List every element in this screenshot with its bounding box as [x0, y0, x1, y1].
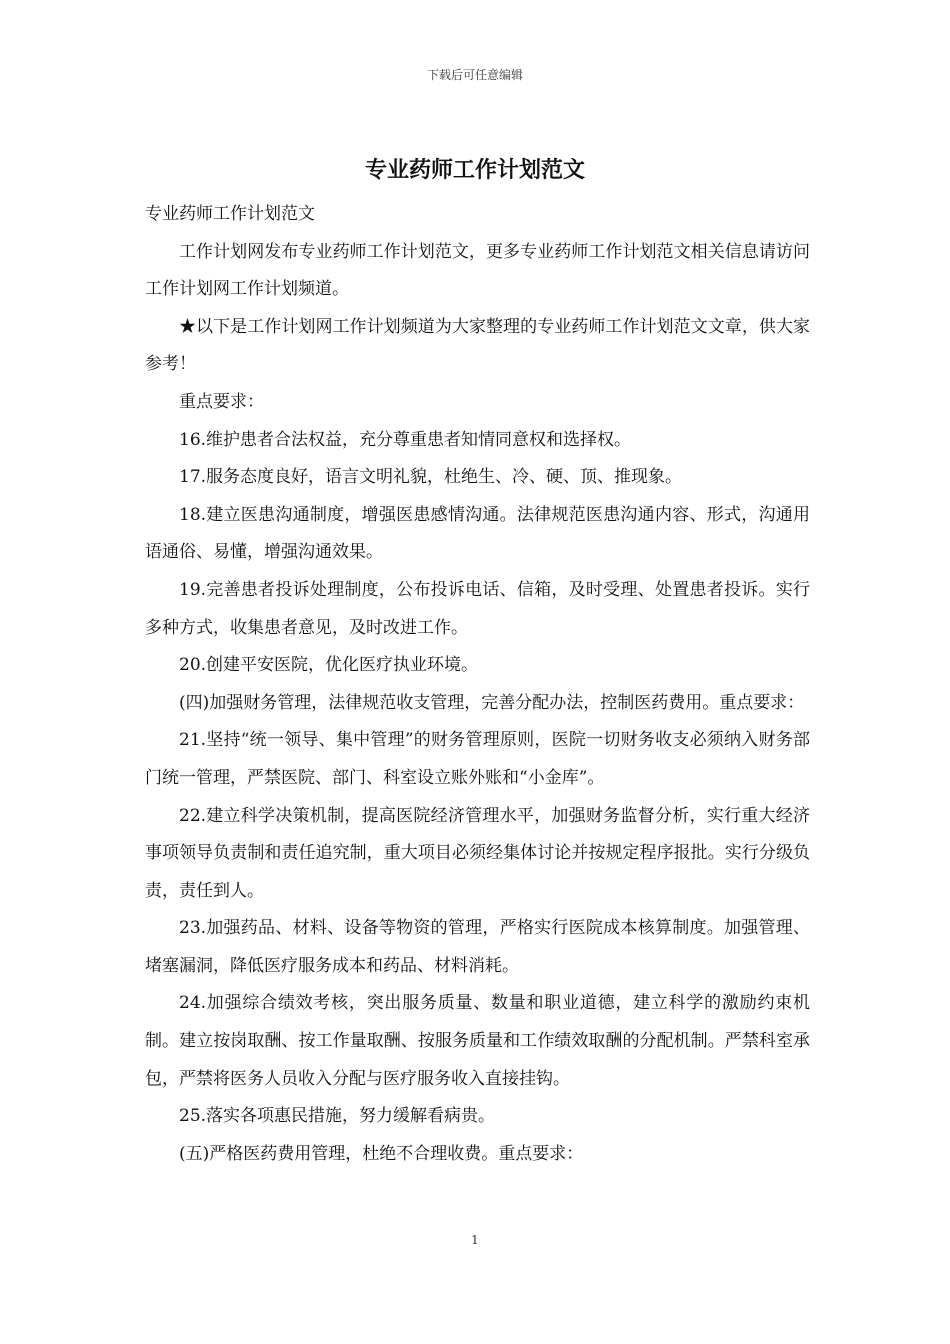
paragraph: 21.坚持“统一领导、集中管理”的财务管理原则，医院一切财务收支必须纳入财务部门统一管理，严禁医院、部门、科室设立账外账和“小金库”。 [145, 730, 810, 788]
paragraph: 22.建立科学决策机制，提高医院经济管理水平，加强财务监督分析，实行重大经济事项领导负责制和责任追究制，重大项目必须经集体讨论并按规定程序报批。实行分级负责，责任到人。 [145, 805, 810, 901]
paragraph: 23.加强药品、材料、设备等物资的管理，严格实行医院成本核算制度。加强管理、堵塞漏洞，降低医疗服务成本和药品、材料消耗。 [145, 918, 810, 976]
paragraph: 专业药师工作计划范文 [145, 204, 315, 224]
header-note: 下载后可任意编辑 [426, 68, 523, 82]
paragraph: 20.创建平安医院，优化医疗执业环境。 [179, 655, 479, 676]
paragraph: 19.完善患者投诉处理制度，公布投诉电话、信箱，及时受理、处置患者投诉。实行多种方式，收集患者意见，及时改进工作。 [145, 579, 810, 638]
paragraph: 24.加强综合绩效考核，突出服务质量、数量和职业道德，建立科学的激励约束机制。建立按岗取酬、按工作量取酬、按服务质量和工作绩效取酬的分配机制。严禁科室承包，严禁将医务人员收入分配与医疗服务收入直接挂钩。 [145, 993, 810, 1089]
paragraph: 重点要求： [179, 391, 264, 412]
paragraph: 17.服务态度良好，语言文明礼貌，杜绝生、冷、硬、顶、推现象。 [179, 467, 683, 488]
paragraph: 工作计划网发布专业药师工作计划范文，更多专业药师工作计划范文相关信息请访问工作计划网工作计划频道。 [145, 241, 810, 300]
paragraph: 18.建立医患沟通制度，增强医患感情沟通。法律规范医患沟通内容、形式，沟通用语通俗、易懂，增强沟通效果。 [145, 504, 810, 563]
page-number: 1 [471, 1233, 479, 1247]
paragraph: 16.维护患者合法权益，充分尊重患者知情同意权和选择权。 [179, 429, 632, 450]
paragraph: (五)严格医药费用管理，杜绝不合理收费。重点要求： [179, 1143, 584, 1164]
document-title: 专业药师工作计划范文 [364, 157, 585, 183]
paragraph: ★以下是工作计划网工作计划频道为大家整理的专业药师工作计划范文文章，供大家参考！ [145, 316, 810, 375]
paragraph: (四)加强财务管理，法律规范收支管理，完善分配办法，控制医药费用。重点要求： [179, 692, 805, 713]
document-body [145, 196, 810, 1173]
paragraph: 25.落实各项惠民措施，努力缓解看病贵。 [179, 1106, 496, 1127]
